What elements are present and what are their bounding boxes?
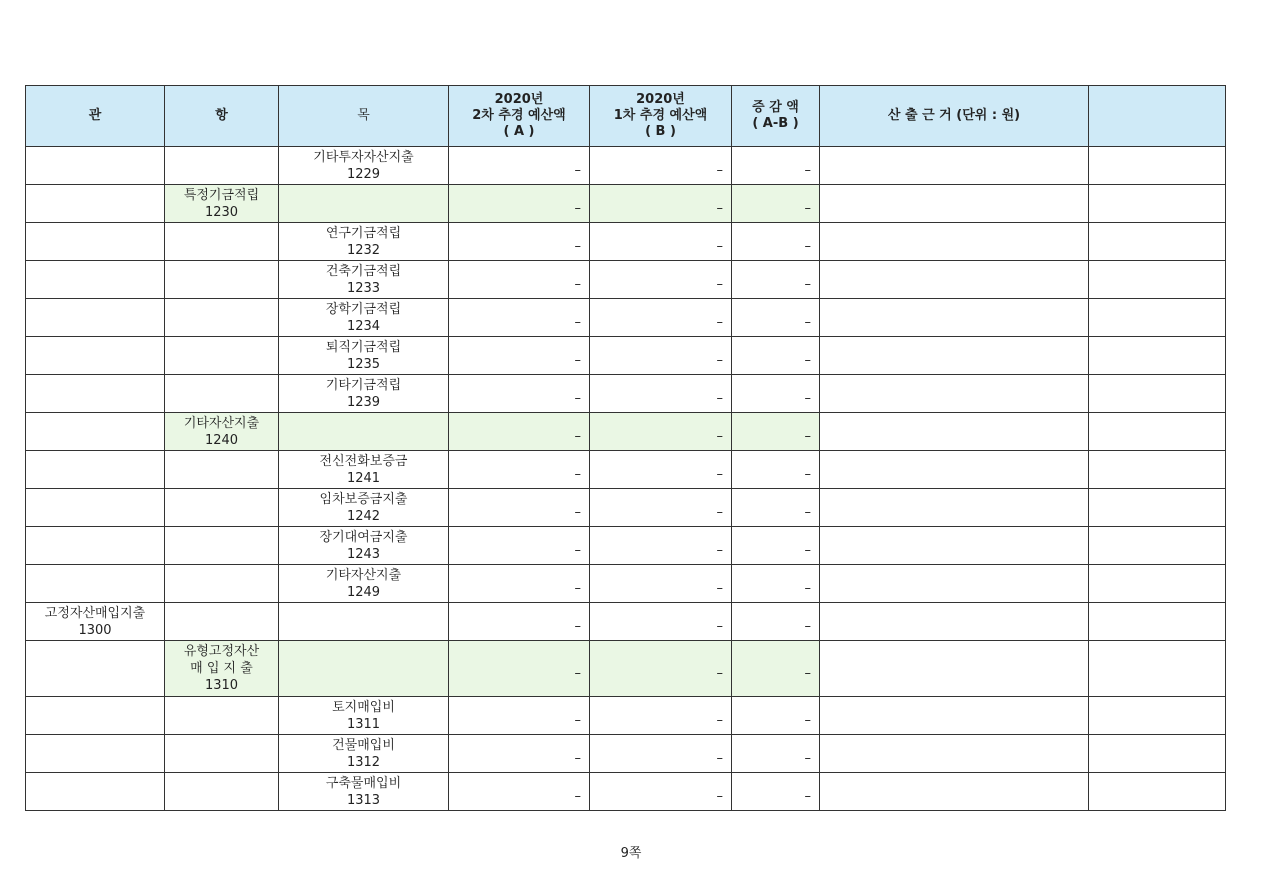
basis-cell [820,773,1089,811]
basis-cell [820,147,1089,185]
basis-cell [820,641,1089,697]
header-basis: 산 출 근 거 (단위 : 원) [820,86,1089,147]
mok-cell: 기타자산지출 1249 [279,565,449,603]
diff-cell: – [732,773,820,811]
page-number: 9쪽 [620,846,642,861]
budget-a-cell: – [449,299,590,337]
gwan-cell [26,451,165,489]
extra-cell [1089,451,1226,489]
gwan-cell [26,735,165,773]
budget-a-cell: – [449,735,590,773]
extra-cell [1089,223,1226,261]
basis-cell [820,223,1089,261]
extra-cell [1089,413,1226,451]
extra-cell [1089,337,1226,375]
hang-cell [165,375,279,413]
table-row [26,413,1226,451]
header-mok: 목 [279,86,449,147]
gwan-cell: 고정자산매입지출 1300 [26,603,165,641]
basis-cell [820,451,1089,489]
hang-cell [165,773,279,811]
extra-cell [1089,185,1226,223]
extra-cell [1089,565,1226,603]
gwan-cell [26,375,165,413]
table-row [26,451,1226,489]
hang-cell [165,565,279,603]
hang-cell [165,147,279,185]
gwan-cell [26,413,165,451]
basis-cell [820,489,1089,527]
diff-cell: – [732,413,820,451]
table-row [26,299,1226,337]
table-body [26,147,1226,811]
budget-b-cell: – [590,413,732,451]
table-row [26,773,1226,811]
budget-b-cell: – [590,773,732,811]
extra-cell [1089,299,1226,337]
hang-cell [165,223,279,261]
budget-a-cell: – [449,697,590,735]
basis-cell [820,185,1089,223]
basis-cell [820,697,1089,735]
gwan-cell [26,565,165,603]
gwan-cell [26,697,165,735]
table-row [26,603,1226,641]
budget-b-cell: – [590,735,732,773]
diff-cell: – [732,337,820,375]
basis-cell [820,603,1089,641]
hang-cell [165,603,279,641]
budget-a-cell: – [449,451,590,489]
hang-cell [165,697,279,735]
budget-b-cell: – [590,603,732,641]
budget-a-cell: – [449,147,590,185]
mok-cell: 기타투자자산지출 1229 [279,147,449,185]
diff-cell: – [732,261,820,299]
budget-a-cell: – [449,413,590,451]
basis-cell [820,413,1089,451]
gwan-cell [26,641,165,697]
table-row [26,697,1226,735]
table-row [26,375,1226,413]
diff-cell: – [732,527,820,565]
table-row [26,735,1226,773]
budget-b-cell: – [590,565,732,603]
budget-a-cell: – [449,375,590,413]
header-hang: 항 [165,86,279,147]
basis-cell [820,565,1089,603]
hang-cell [165,337,279,375]
extra-cell [1089,527,1226,565]
budget-a-cell: – [449,223,590,261]
basis-cell [820,527,1089,565]
table-row [26,223,1226,261]
budget-a-cell: – [449,489,590,527]
mok-cell: 장기대여금지출 1243 [279,527,449,565]
diff-cell: – [732,223,820,261]
budget-a-cell: – [449,337,590,375]
header-budget-b: 2020년 1차 추경 예산액 ( B ) [590,86,732,147]
gwan-cell [26,337,165,375]
mok-cell [279,413,449,451]
gwan-cell [26,527,165,565]
budget-b-cell: – [590,337,732,375]
hang-cell [165,735,279,773]
extra-cell [1089,375,1226,413]
table-row [26,337,1226,375]
extra-cell [1089,603,1226,641]
gwan-cell [26,185,165,223]
budget-a-cell: – [449,603,590,641]
hang-cell: 유형고정자산 매 입 지 출 1310 [165,641,279,697]
mok-cell: 토지매입비 1311 [279,697,449,735]
header-row [26,86,1226,147]
mok-cell [279,641,449,697]
diff-cell: – [732,185,820,223]
budget-b-cell: – [590,451,732,489]
budget-b-cell: – [590,641,732,697]
table-row [26,641,1226,697]
budget-b-cell: – [590,261,732,299]
table-row [26,261,1226,299]
header-budget-a: 2020년 2차 추경 예산액 ( A ) [449,86,590,147]
basis-cell [820,735,1089,773]
gwan-cell [26,261,165,299]
hang-cell [165,261,279,299]
diff-cell: – [732,603,820,641]
gwan-cell [26,223,165,261]
budget-b-cell: – [590,185,732,223]
hang-cell: 기타자산지출 1240 [165,413,279,451]
basis-cell [820,375,1089,413]
table-row [26,565,1226,603]
diff-cell: – [732,147,820,185]
diff-cell: – [732,375,820,413]
mok-cell: 건축기금적립 1233 [279,261,449,299]
budget-a-cell: – [449,641,590,697]
budget-b-cell: – [590,527,732,565]
mok-cell: 퇴직기금적립 1235 [279,337,449,375]
header-gwan: 관 [26,86,165,147]
budget-b-cell: – [590,697,732,735]
table-row [26,185,1226,223]
diff-cell: – [732,489,820,527]
basis-cell [820,261,1089,299]
budget-b-cell: – [590,223,732,261]
gwan-cell [26,299,165,337]
mok-cell: 전신전화보증금 1241 [279,451,449,489]
hang-cell [165,489,279,527]
diff-cell: – [732,697,820,735]
basis-cell [820,337,1089,375]
diff-cell: – [732,451,820,489]
table-row [26,489,1226,527]
mok-cell: 구축물매입비 1313 [279,773,449,811]
gwan-cell [26,147,165,185]
budget-b-cell: – [590,299,732,337]
header-diff: 증 감 액 ( A-B ) [732,86,820,147]
hang-cell [165,527,279,565]
mok-cell [279,603,449,641]
extra-cell [1089,641,1226,697]
budget-a-cell: – [449,261,590,299]
diff-cell: – [732,565,820,603]
mok-cell: 기타기금적립 1239 [279,375,449,413]
budget-table [25,85,1226,811]
extra-cell [1089,735,1226,773]
hang-cell: 특정기금적립 1230 [165,185,279,223]
table-row [26,527,1226,565]
extra-cell [1089,261,1226,299]
table-row [26,147,1226,185]
extra-cell [1089,489,1226,527]
gwan-cell [26,489,165,527]
diff-cell: – [732,735,820,773]
budget-a-cell: – [449,185,590,223]
mok-cell: 장학기금적립 1234 [279,299,449,337]
budget-a-cell: – [449,565,590,603]
mok-cell [279,185,449,223]
mok-cell: 임차보증금지출 1242 [279,489,449,527]
basis-cell [820,299,1089,337]
mok-cell: 건물매입비 1312 [279,735,449,773]
extra-cell [1089,773,1226,811]
gwan-cell [26,773,165,811]
budget-b-cell: – [590,489,732,527]
hang-cell [165,451,279,489]
budget-a-cell: – [449,773,590,811]
mok-cell: 연구기금적립 1232 [279,223,449,261]
budget-b-cell: – [590,147,732,185]
extra-cell [1089,147,1226,185]
diff-cell: – [732,641,820,697]
budget-a-cell: – [449,527,590,565]
hang-cell [165,299,279,337]
header-extra [1089,86,1226,147]
budget-b-cell: – [590,375,732,413]
diff-cell: – [732,299,820,337]
extra-cell [1089,697,1226,735]
